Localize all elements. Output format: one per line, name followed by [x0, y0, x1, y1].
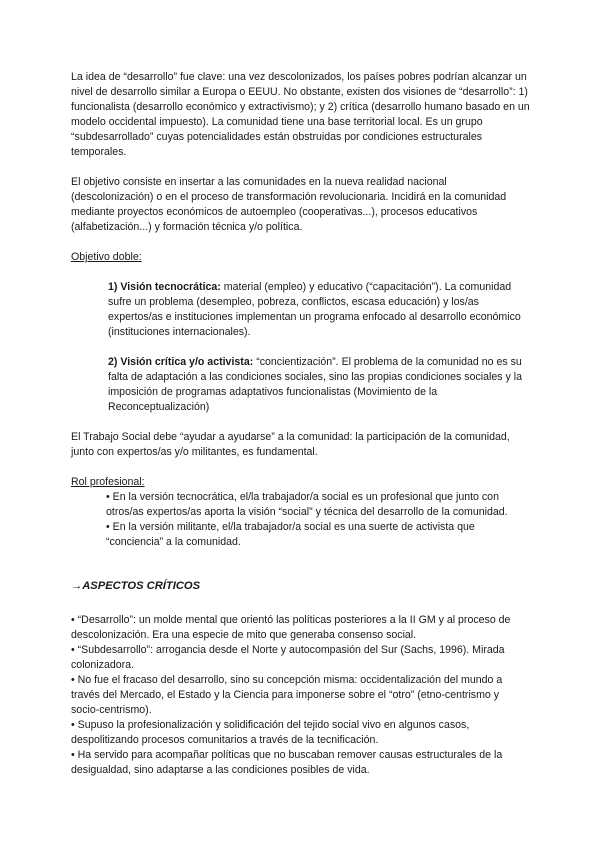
vision-tecnocratica-title: 1) Visión tecnocrática: [108, 281, 221, 293]
trabajo-social-paragraph: El Trabajo Social debe “ayudar a ayudarse” a la comunidad: la participación de la comunidad, junto con expertos/as y/o militantes, es fundamental. [71, 431, 510, 458]
vision-critica-text: “concientización”. El problema de la comunidad no es su falta de adaptación a las condiciones sociales, sino las propias condiciones sociales y la imposición de programas adaptativos funcionalistas (Movimiento de la Reconceptualización) [108, 356, 522, 413]
objetivo-block [108, 280, 530, 415]
intro-paragraph-2: El objetivo consiste en insertar a las comunidades en la nueva realidad nacional (descolonización) o en el proceso de transformación revolucionaria. Incidirá en la comunidad mediante proyectos económicos de autoempleo (cooperativas...), procesos educativos (alfabetización...) y formación técnica y/o política. [71, 176, 507, 233]
aspecto-item: • “Subdesarrollo”: arrogancia desde el Norte y autocompasión del Sur (Sachs, 1996). Mirada colonizadora. [71, 644, 505, 671]
aspecto-item: • Supuso la profesionalización y solidificación del tejido social vivo en algunos casos, despolitizando procesos comunitarios a través de la tecnificación. [71, 719, 470, 746]
vision-critica-title: 2) Visión crítica y/o activista: [108, 356, 254, 368]
rol-item: • En la versión tecnocrática, el/la trabajador/a social es un profesional que junto con otros/as expertos/as aporta la visión “social” y técnica del desarrollo de la comunidad. [106, 491, 508, 518]
aspectos-criticos-list [71, 613, 530, 778]
objetivo-heading: Objetivo doble: [71, 251, 142, 263]
vision-tecnocratica-text: material (empleo) y educativo (“capacitación”). La comunidad sufre un problema (desempleo, pobreza, conflictos, escasa educación) y los/as expertos/as e instituciones implementan un programa enfocado al desarrollo económico (instituciones internacionales). [108, 281, 521, 338]
aspecto-item: • “Desarrollo”: un molde mental que orientó las políticas posteriores a la II GM y al proceso de descolonización. Era una especie de mito que generaba consenso social. [71, 614, 511, 641]
intro-paragraph-1: La idea de “desarrollo” fue clave: una vez descolonizados, los países pobres podrían alcanzar un nivel de desarrollo similar a Europa o EEUU. No obstante, existen dos visiones de “desarrollo”: 1) funcionalista (desarrollo económico y extractivismo); y 2) crítica (desarrollo humano basado en un modelo occidental impuesto). La comunidad tiene una base territorial local. Es un grupo “subdesarrollado” cuyas potencialidades están obstruidas por condiciones estructurales temporales. [71, 71, 530, 158]
aspecto-item: • Ha servido para acompañar políticas que no buscaban remover causas estructurales de la desigualdad, sino adaptarse a las condiciones posibles de vida. [71, 749, 503, 776]
rol-item: • En la versión militante, el/la trabajador/a social es una suerte de activista que “conciencia” a la comunidad. [106, 521, 475, 548]
aspecto-item: • No fue el fracaso del desarrollo, sino su concepción misma: occidentalización del mundo a través del Mercado, el Estado y la Ciencia para imponerse sobre el “otro” (etno-centrismo y socio-centrismo). [71, 674, 503, 716]
rol-heading: Rol profesional: [71, 476, 145, 488]
vision-tecnocratica [108, 280, 530, 340]
vision-critica [108, 355, 530, 415]
rol-list [106, 490, 530, 550]
aspectos-criticos-title: →ASPECTOS CRÍTICOS [71, 580, 201, 592]
